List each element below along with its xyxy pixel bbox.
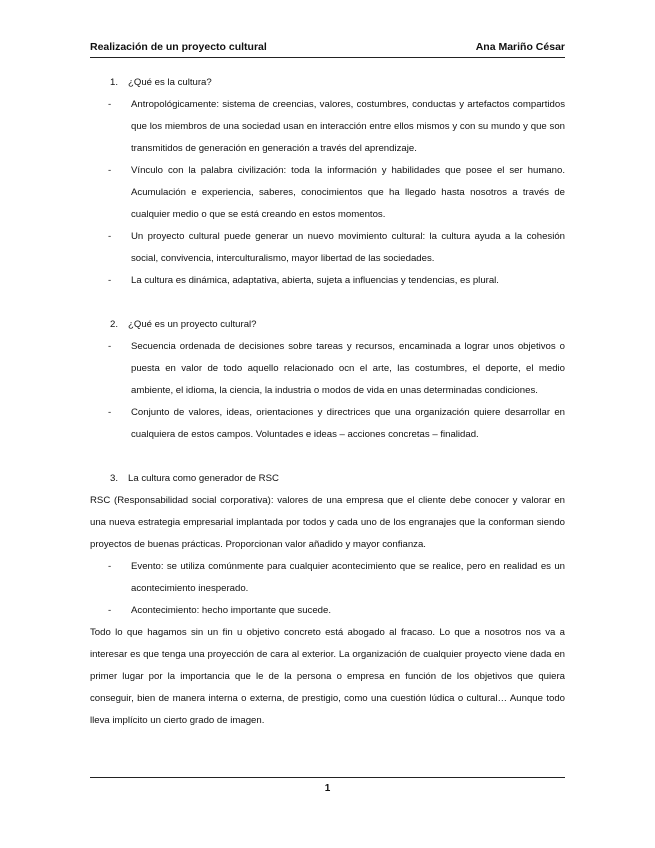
bullet-dash: -	[108, 275, 112, 286]
header-title: Realización de un proyecto cultural	[90, 41, 267, 53]
list-item	[90, 402, 565, 446]
bullet-dash: -	[108, 165, 112, 176]
page-footer	[90, 777, 565, 794]
section-3-closing: Todo lo que hagamos sin un fin u objetivo concreto está abogado al fracaso. Lo que a nosotros nos va a interesar es que tenga una proyección de cara al exterior. La organización de cualquier proyecto viene dada en primer lugar por la importancia que le de la persona o empresa en función de los objetivos que quiera conseguir, bien de manera interna o externa, de prestigio, como una cuestión lúdica o cultural… Aunque todo lleva implícito un cierto grado de imagen.	[90, 627, 565, 726]
section-3-heading	[90, 468, 565, 490]
list-item-text: Conjunto de valores, ideas, orientaciones y directrices que una organización quiere desarrollar en cualquiera de estos campos. Voluntades e ideas – acciones concretas – finalidad.	[131, 407, 565, 440]
section-number: 3.	[110, 473, 119, 484]
list-item-text: La cultura es dinámica, adaptativa, abierta, sujeta a influencias y tendencias, es plural.	[131, 275, 499, 286]
list-item-text: Evento: se utiliza comúnmente para cualquier acontecimiento que se realice, pero en realidad es un acontecimiento inesperado.	[131, 561, 565, 594]
section-title: La cultura como generador de RSC	[128, 473, 279, 484]
spacer	[90, 446, 565, 468]
list-item-text: Secuencia ordenada de decisiones sobre tareas y recursos, encaminada a lograr unos objetivos o puesta en valor de todo aquello relacionado ocn el arte, las costumbres, el deporte, el medio ambiente, el idioma, la ciencia, la industria o modos de vida en unas determinadas condiciones.	[131, 341, 565, 396]
list-item	[90, 160, 565, 226]
page-header	[90, 40, 565, 58]
section-title: ¿Qué es un proyecto cultural?	[128, 319, 257, 330]
bullet-dash: -	[108, 341, 112, 352]
bullet-dash: -	[108, 605, 112, 616]
section-number: 2.	[110, 319, 119, 330]
bullet-dash: -	[108, 561, 112, 572]
list-item	[90, 336, 565, 402]
list-item-text: Acontecimiento: hecho importante que sucede.	[131, 605, 331, 616]
list-item	[90, 270, 565, 292]
document-body	[90, 72, 565, 732]
list-item	[90, 600, 565, 622]
section-3-list	[90, 556, 565, 622]
section-title: ¿Qué es la cultura?	[128, 77, 212, 88]
list-item	[90, 226, 565, 270]
list-item-text: Un proyecto cultural puede generar un nuevo movimiento cultural: la cultura ayuda a la cohesión social, convivencia, interculturalismo, mayor libertad de las sociedades.	[131, 231, 565, 264]
spacer	[90, 292, 565, 314]
bullet-dash: -	[108, 99, 112, 110]
section-2-list	[90, 336, 565, 446]
section-1-list	[90, 94, 565, 292]
list-item-text: Antropológicamente: sistema de creencias, valores, costumbres, conductas y artefactos compartidos que los miembros de una sociedad usan en interacción entre ellos mismos y con su mundo y que son transmitidos de generación en generación a través del aprendizaje.	[131, 99, 565, 154]
page-number: 1	[324, 783, 331, 794]
section-1-heading	[90, 72, 565, 94]
section-3-intro: RSC (Responsabilidad social corporativa): valores de una empresa que el cliente debe conocer y valorar en una nueva estrategia empresarial implantada por todos y cada uno de los engranajes que la conforman siendo proyectos de buenas prácticas. Proporcionan valor añadido y mayor confianza.	[90, 495, 565, 550]
header-author: Ana Mariño César	[475, 41, 565, 53]
list-item-text: Vínculo con la palabra civilización: toda la información y habilidades que posee el ser humano. Acumulación e experiencia, saberes, conocimientos que ha llegado hasta nosotros a través de cualquier medio o que se está creando en estos momentos.	[131, 165, 565, 220]
bullet-dash: -	[108, 231, 112, 242]
list-item	[90, 556, 565, 600]
list-item	[90, 94, 565, 160]
section-2-heading	[90, 314, 565, 336]
bullet-dash: -	[108, 407, 112, 418]
section-number: 1.	[110, 77, 119, 88]
